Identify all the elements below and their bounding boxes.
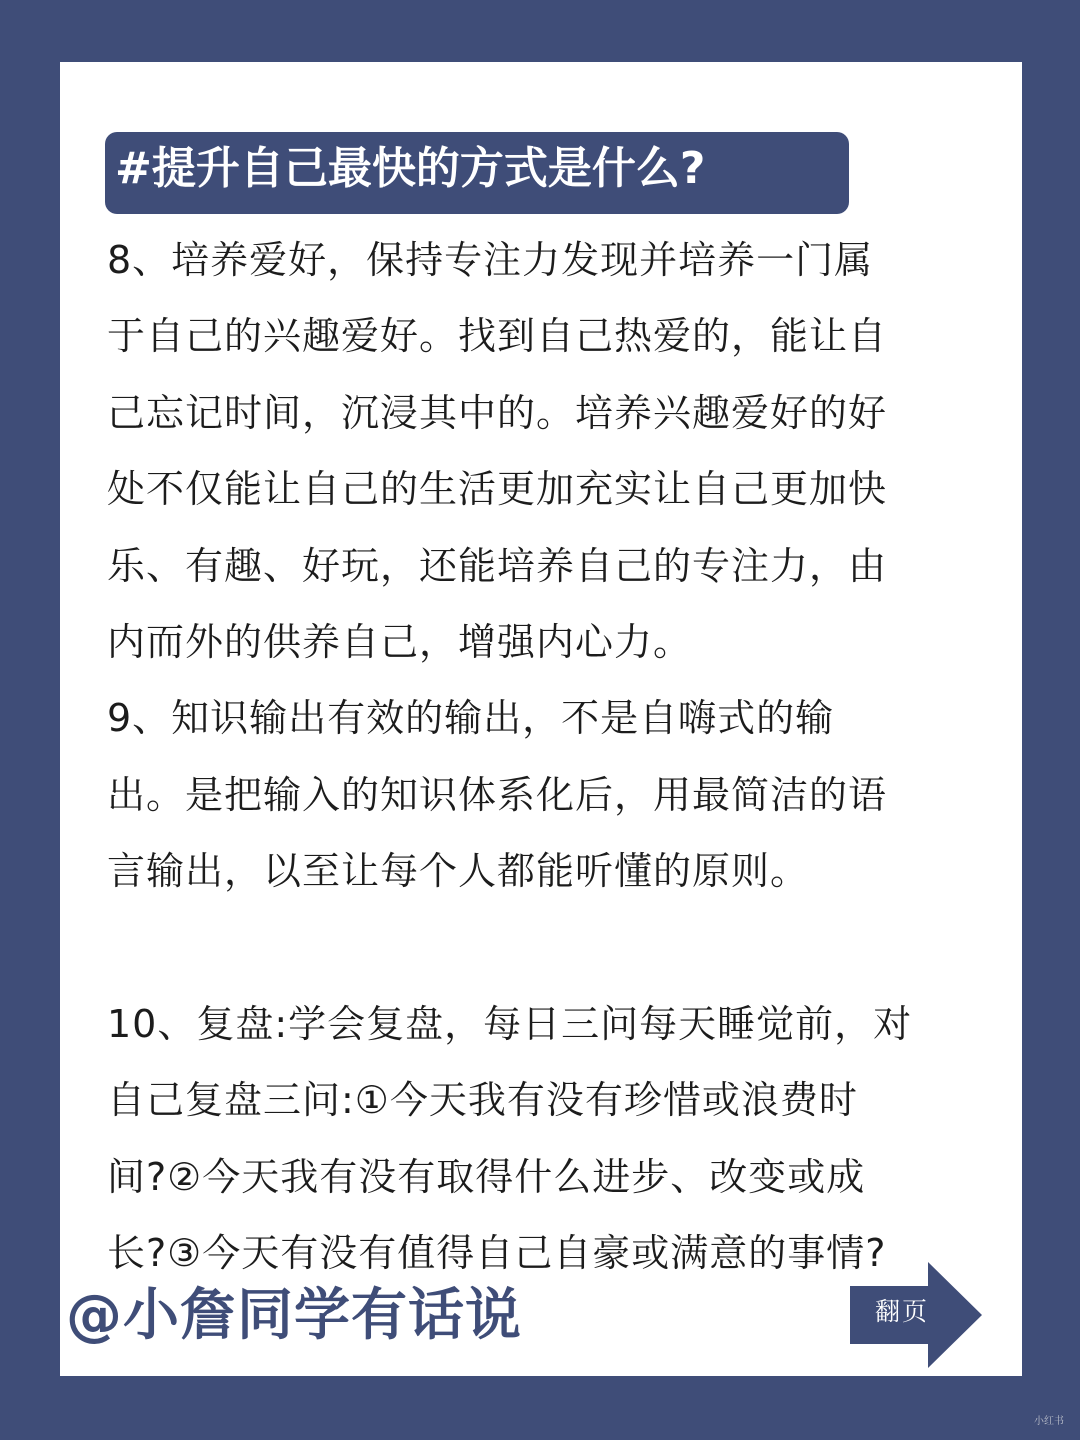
body-line: 处不仅能让自己的生活更加充实让自己更加快 [107, 467, 888, 512]
body-line: 于自己的兴趣爱好。找到自己热爱的，能让自 [107, 314, 888, 359]
body-line: 内而外的供养自己，增强内心力。 [107, 619, 693, 664]
content-card [60, 62, 1022, 1376]
body-line: 乐、有趣、好玩，还能培养自己的专注力，由 [107, 543, 888, 588]
watermark: 小红书 [1034, 1416, 1064, 1427]
paragraph-gap [107, 910, 987, 986]
page-title: #提升自己最快的方式是什么? [105, 132, 849, 214]
body-line: 言输出，以至让每个人都能听懂的原则。 [107, 849, 810, 894]
body-line: 10、复盘:学会复盘，每日三问每天睡觉前，对 [107, 1001, 913, 1046]
body-line: 出。是把输入的知识体系化后，用最简洁的语 [107, 772, 888, 817]
body-line: 己忘记时间，沉浸其中的。培养兴趣爱好的好 [107, 390, 888, 435]
author-handle: @小詹同学有话说 [66, 1283, 522, 1348]
next-page-label: 翻页 [874, 1297, 929, 1326]
article-body [107, 222, 987, 1291]
body-line: 9、知识输出有效的输出，不是自嗨式的输 [107, 696, 835, 741]
body-line: 8、培养爱好，保持专注力发现并培养一门属 [107, 238, 874, 282]
body-line: 间?②今天我有没有取得什么进步、改变或成 [107, 1154, 866, 1199]
next-page-button[interactable] [850, 1262, 982, 1368]
body-line: 自己复盘三问:①今天我有没有珍惜或浪费时 [107, 1078, 858, 1123]
body-line: 长?③今天有没有值得自己自豪或满意的事情? [107, 1231, 887, 1276]
